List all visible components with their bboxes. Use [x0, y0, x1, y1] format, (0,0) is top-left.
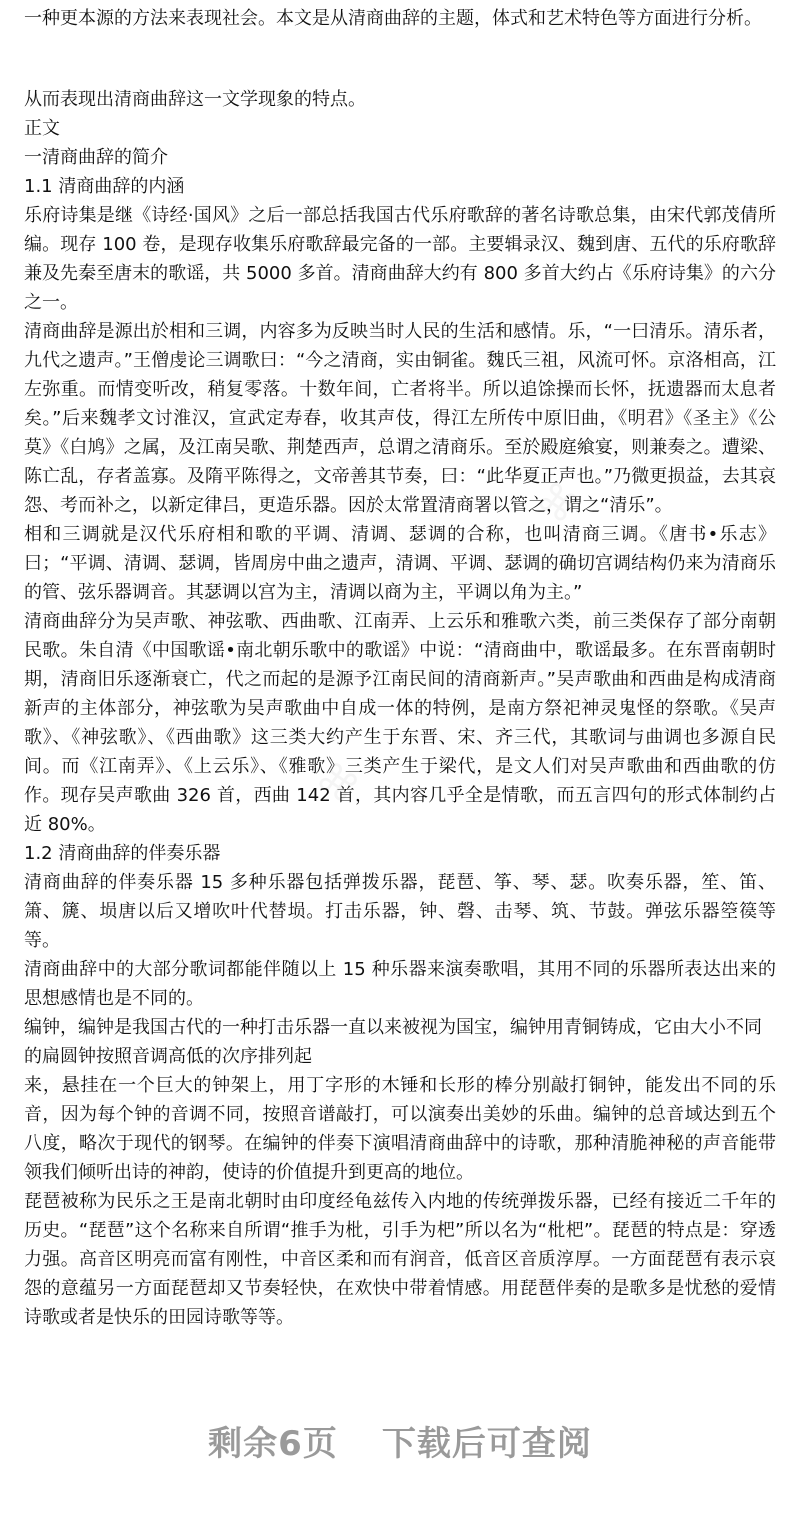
heading-main: 正文	[24, 118, 60, 139]
paragraph: 来，悬挂在一个巨大的钟架上，用丁字形的木锤和长形的棒分别敲打铜钟，能发出不同的乐音，因为每个钟的音调不同，按照音谱敲打，可以演奏出美妙的乐曲。编钟的总音域达到五个八度，略次于现代的钢琴。在编钟的伴奏下演唱清商曲辞中的诗歌，那种清脆神秘的声音能带领我们倾听出诗的神韵，使诗的价值提升到更高的地位。	[24, 1075, 776, 1183]
paragraph: 清商曲辞中的大部分歌词都能伴随以上 15 种乐器来演奏歌唱，其用不同的乐器所表达出来的思想感情也是不同的。	[24, 959, 776, 1009]
conclusion-line: 从而表现出清商曲辞这一文学现象的特点。	[24, 89, 366, 110]
download-prompt[interactable]	[0, 1416, 800, 1465]
paragraph: 琵琶被称为民乐之王是南北朝时由印度经龟兹传入内地的传统弹拨乐器，已经有接近二千年的历史。“琵琶”这个名称来自所谓“推手为枇，引手为杷”所以名为“枇杷”。琵琶的特点是：穿透力强。高音区明亮而富有刚性，中音区柔和而有润音，低音区音质淳厚。一方面琵琶有表示哀怨的意蕴另一方面琵琶却又节奏轻快，在欢快中带着情感。用琵琶伴奏的是歌多是忧愁的爱情诗歌或者是快乐的田园诗歌等等。	[24, 1191, 776, 1328]
heading-1-1: 1.1 清商曲辞的内涵	[24, 176, 185, 197]
paragraph: 清商曲辞分为吴声歌、神弦歌、西曲歌、江南弄、上云乐和雅歌六类，前三类保存了部分南朝民歌。朱自清《中国歌谣•南北朝乐歌中的歌谣》中说：“清商曲中，歌谣最多。在东晋南朝时期，清商旧乐逐渐衰亡，代之而起的是源予江南民间的清商新声。”吴声歌曲和西曲是构成清商新声的主体部分，神弦歌为吴声歌曲中自成一体的特例，是南方祭祀神灵鬼怪的祭歌。《吴声歌》、《神弦歌》、《西曲歌》这三类大约产生于东晋、宋、齐三代，其歌词与曲调也多源自民间。而《江南弄》、《上云乐》、《雅歌》三类产生于梁代，是文人们对吴声歌曲和西曲歌的仿作。现存吴声歌曲 326 首，西曲 142 首，其内容几乎全是情歌，而五言四句的形式体制约占近 80%。	[24, 611, 776, 835]
download-to-view-label[interactable]: 下载后可查阅	[381, 1424, 592, 1464]
intro-line: 一种更本源的方法来表现社会。本文是从清商曲辞的主题，体式和艺术特色等方面进行分析。	[24, 8, 762, 29]
paragraph: 清商曲辞的伴奏乐器 15 多种乐器包括弹拨乐器，琵琶、筝、琴、瑟。吹奏乐器，笙、笛、箫、篪、埙唐以后又增吹叶代替埙。打击乐器，钟、磬、击琴、筑、节鼓。弹弦乐器箜篌等等。	[24, 872, 776, 951]
heading-1-2: 1.2 清商曲辞的伴奏乐器	[24, 843, 221, 864]
remaining-pages-label: 剩余6页	[208, 1424, 338, 1464]
paragraph: 清商曲辞是源出於相和三调，内容多为反映当时人民的生活和感情。乐，“一曰清乐。清乐者，九代之遗声。”王僧虔论三调歌曰：“今之清商，实由铜雀。魏氏三祖，风流可怀。京洛相高，江左弥重。而情变听改，稍复零落。十数年间，亡者将半。所以追馀操而长怀，抚遗器而太息者矣。”后来魏孝文讨淮汉，宣武定寿春，收其声伎，得江左所传中原旧曲，《明君》《圣主》《公莫》《白鸠》之属，及江南吴歌、荆楚西声，总谓之清商乐。至於殿庭飨宴，则兼奏之。遭梁、陈亡乱，存者盖寡。及隋平陈得之，文帝善其节奏，曰：“此华夏正声也。”乃微更损益，去其哀怨、考而补之，以新定律吕，更造乐器。因於太常置清商署以管之，谓之“清乐”。	[24, 321, 776, 516]
paragraph: 编钟，编钟是我国古代的一种打击乐器一直以来被视为国宝，编钟用青铜铸成，它由大小不同的扁圆钟按照音调高低的次序排列起	[24, 1017, 762, 1067]
heading-section-1: 一清商曲辞的简介	[24, 147, 168, 168]
paragraph: 乐府诗集是继《诗经·国风》之后一部总括我国古代乐府歌辞的著名诗歌总集，由宋代郭茂倩所编。现存 100 卷，是现存收集乐府歌辞最完备的一部。主要辑录汉、魏到唐、五代的乐府歌辞兼及先秦至唐末的歌谣，共 5000 多首。清商曲辞大约有 800 多首大约占《乐府诗集》的六分之一。	[24, 205, 776, 313]
document-body	[24, 4, 776, 1332]
paragraph: 相和三调就是汉代乐府相和歌的平调、清调、瑟调的合称，也叫清商三调。《唐书•乐志》曰；“平调、清调、瑟调，皆周房中曲之遗声，清调、平调、瑟调的确切宫调结构仍来为清商乐的管、弦乐器调音。其瑟调以宫为主，清调以商为主，平调以角为主。”	[24, 524, 776, 603]
